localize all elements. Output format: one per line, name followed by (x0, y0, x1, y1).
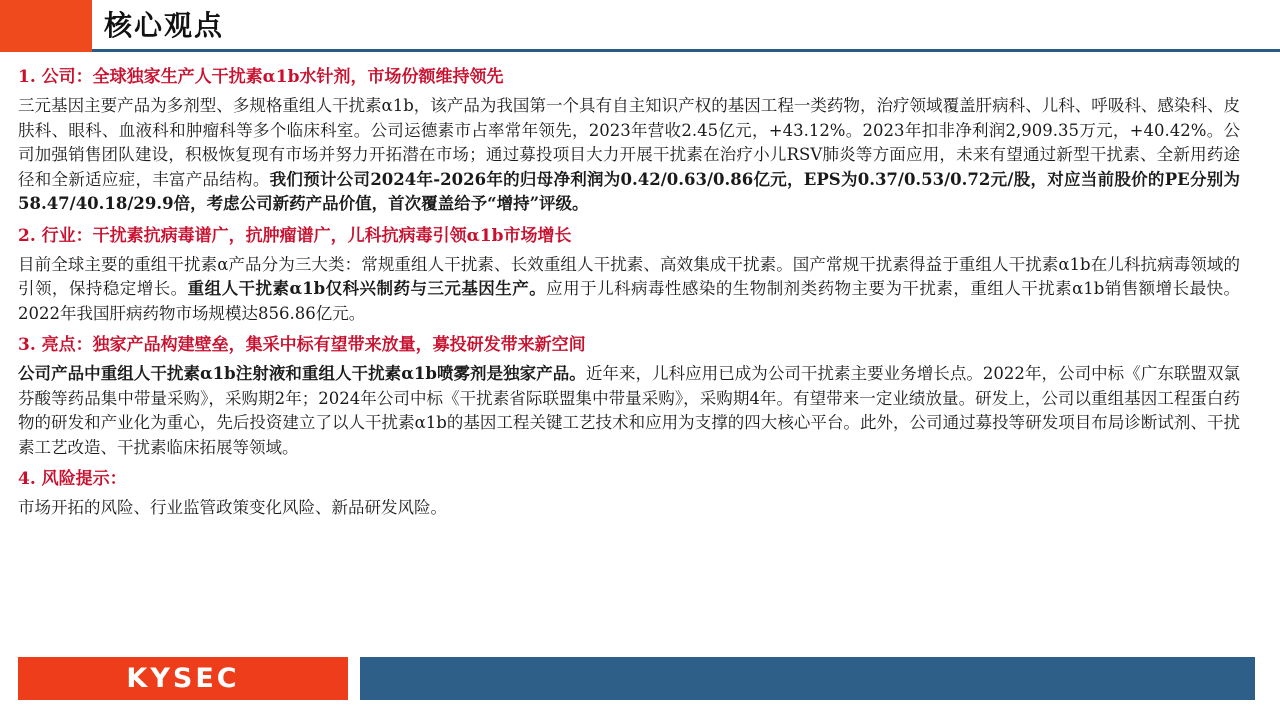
footer (0, 657, 1280, 700)
section-1-heading: 1. 公司：全球独家生产人干扰素α1b水针剂，市场份额维持领先 (18, 67, 504, 87)
page-title: 核心观点 (104, 9, 225, 42)
logo-text: KYSEC (126, 663, 240, 694)
section-2-heading: 2. 行业：干扰素抗病毒谱广，抗肿瘤谱广，儿科抗病毒引领α1b市场增长 (18, 225, 572, 246)
section-3-heading: 3. 亮点：独家产品构建壁垒，集采中标有望带来放量，募投研发带来新空间 (18, 335, 586, 355)
section-1-body (18, 94, 1240, 217)
section-2-body (18, 253, 1240, 327)
title-accent-block (0, 0, 92, 52)
content-area (18, 64, 1240, 527)
section-2-highlight: 重组人干扰素α1b仅科兴制药与三元基因生产。 (187, 279, 547, 298)
section-3-body (18, 362, 1240, 460)
section-3-highlight: 公司产品中重组人干扰素α1b注射液和重组人干扰素α1b喷雾剂是独家产品。 (18, 364, 586, 383)
title-bar (0, 0, 1280, 52)
section-1-forecast: 我们预计公司2024年-2026年的归母净利润为0.42/0.63/0.86亿元，EPS为0.37/0.53/0.72元/股，对应当前股价的PE分别为58.47/40.18/29.9倍，考虑公司新药产品价值，首次覆盖给予“增持”评级。 (18, 169, 1241, 213)
title-underline (92, 49, 1280, 52)
section-4-heading: 4. 风险提示： (18, 469, 127, 489)
section-2-text-post: 应用于儿科病毒性感染的生物制剂类药物主要为干扰素，重组人干扰素α1b销售额增长最快。2022年我国肝病药物市场规模达856.86亿元。 (18, 279, 1241, 323)
section-4-body: 市场开拓的风险、行业监管政策变化风险、新品研发风险。 (18, 498, 447, 517)
kysec-logo (18, 657, 348, 700)
section-2-text-pre: 目前全球主要的重组干扰素α产品分为三大类：常规重组人干扰素、长效重组人干扰素、高效集成干扰素。国产常规干扰素得益于重组人干扰素α1b在儿科抗病毒领域的引领，保持稳定增长。 (18, 254, 1240, 298)
footer-bar (360, 657, 1255, 700)
section-1-text: 三元基因主要产品为多剂型、多规格重组人干扰素α1b，该产品为我国第一个具有自主知识产权的基因工程一类药物，治疗领域覆盖肝病科、儿科、呼吸科、感染科、皮肤科、眼科、血液科和肿瘤科等多个临床科室。公司运德素市占率常年领先，2023年营收2.45亿元，+43.12%。2023年扣非净利润2,909.35万元，+40.42%。公司加强销售团队建设，积极恢复现有市场并努力开拓潜在市场；通过募投项目大力开展干扰素在治疗小儿RSV肺炎等方面应用，未来有望通过新型干扰素、全新用药途径和全新适应症，丰富产品结构。 (18, 96, 1240, 189)
section-3-text: 近年来，儿科应用已成为公司干扰素主要业务增长点。2022年，公司中标《广东联盟双氯芬酸等药品集中带量采购》，采购期2年；2024年公司中标《干扰素省际联盟集中带量采购》，采购期4年。有望带来一定业绩放量。研发上，公司以重组基因工程蛋白药物的研发和产业化为重心，先后投资建立了以人干扰素α1b的基因工程关键工艺技术和应用为支撑的四大核心平台。此外，公司通过募投等研发项目布局诊断试剂、干扰素工艺改造、干扰素临床拓展等领域。 (18, 364, 1240, 457)
